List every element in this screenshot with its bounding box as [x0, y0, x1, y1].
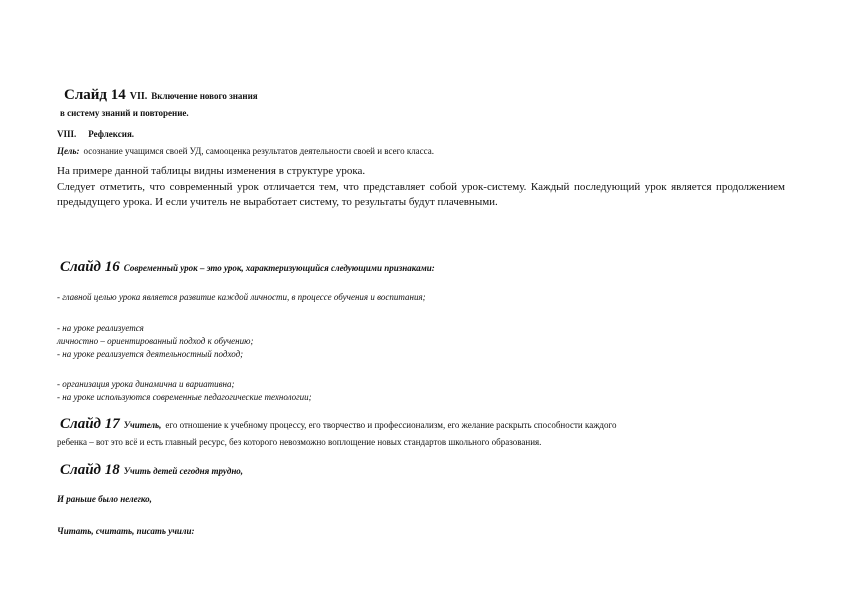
slide18-line3: Читать, считать, писать учили: — [57, 526, 195, 536]
slide14-section-title-line2: в систему знаний и повторение. — [60, 108, 189, 118]
slide17-line1 — [60, 415, 616, 433]
slide17-text2: ребенка – вот это всё и есть главный ресурс, без которого невозможно воплощение новых стандартов школьного образования. — [57, 437, 542, 447]
paragraph-line1: На примере данной таблицы видны изменения в структуре урока. — [57, 165, 366, 177]
slide16-item1: - главной целью урока является развитие каждой личности, в процессе обучения и воспитания; — [57, 292, 426, 302]
slide17-label: Слайд 17 — [60, 416, 120, 432]
section8-title: Рефлексия. — [88, 129, 135, 139]
paragraph-body: Следует отметить, что современный урок отличается тем, что представляет собой урок-систему. Каждый последующий урок является продолжением предыдущего урока. И если учитель не выработает систему, то результаты будут плачевными. — [57, 181, 785, 208]
slide17-bold-word: Учитель, — [123, 420, 162, 430]
slide14-section-num: VII. — [129, 91, 148, 102]
goal-label: Цель: — [57, 146, 80, 156]
slide14-label: Слайд 14 — [64, 87, 126, 103]
slide18-line2: И раньше было нелегко, — [57, 494, 152, 504]
slide16-item5: - на уроке используются современные педагогические технологии; — [57, 392, 312, 402]
goal-line — [57, 141, 434, 159]
slide16-item4: - организация урока динамична и вариативна; — [57, 379, 235, 389]
slide16-heading — [60, 258, 435, 276]
slide18-label: Слайд 18 — [60, 462, 120, 478]
slide14-section-title: Включение нового знания — [151, 91, 258, 101]
slide16-item2a: - на уроке реализуется — [57, 323, 144, 333]
slide16-item2b: личностно – ориентированный подход к обучению; — [57, 336, 254, 346]
slide16-heading-text: Современный урок – это урок, характеризующийся следующими признаками: — [123, 263, 435, 273]
slide14-heading — [64, 86, 258, 104]
section8-line — [57, 124, 134, 142]
slide16-label: Слайд 16 — [60, 259, 120, 275]
section8-num: VIII. — [57, 129, 77, 139]
slide18-line1 — [60, 461, 243, 479]
slide17-text1: его отношение к учебному процессу, его творчество и профессионализм, его желание раскрыть способности каждого — [165, 420, 617, 430]
goal-text: осознание учащимся своей УД, самооценка результатов деятельности своей и всего класса. — [83, 146, 435, 156]
slide16-item3: - на уроке реализуется деятельностный подход; — [57, 349, 244, 359]
slide18-text1: Учить детей сегодня трудно, — [123, 466, 244, 476]
